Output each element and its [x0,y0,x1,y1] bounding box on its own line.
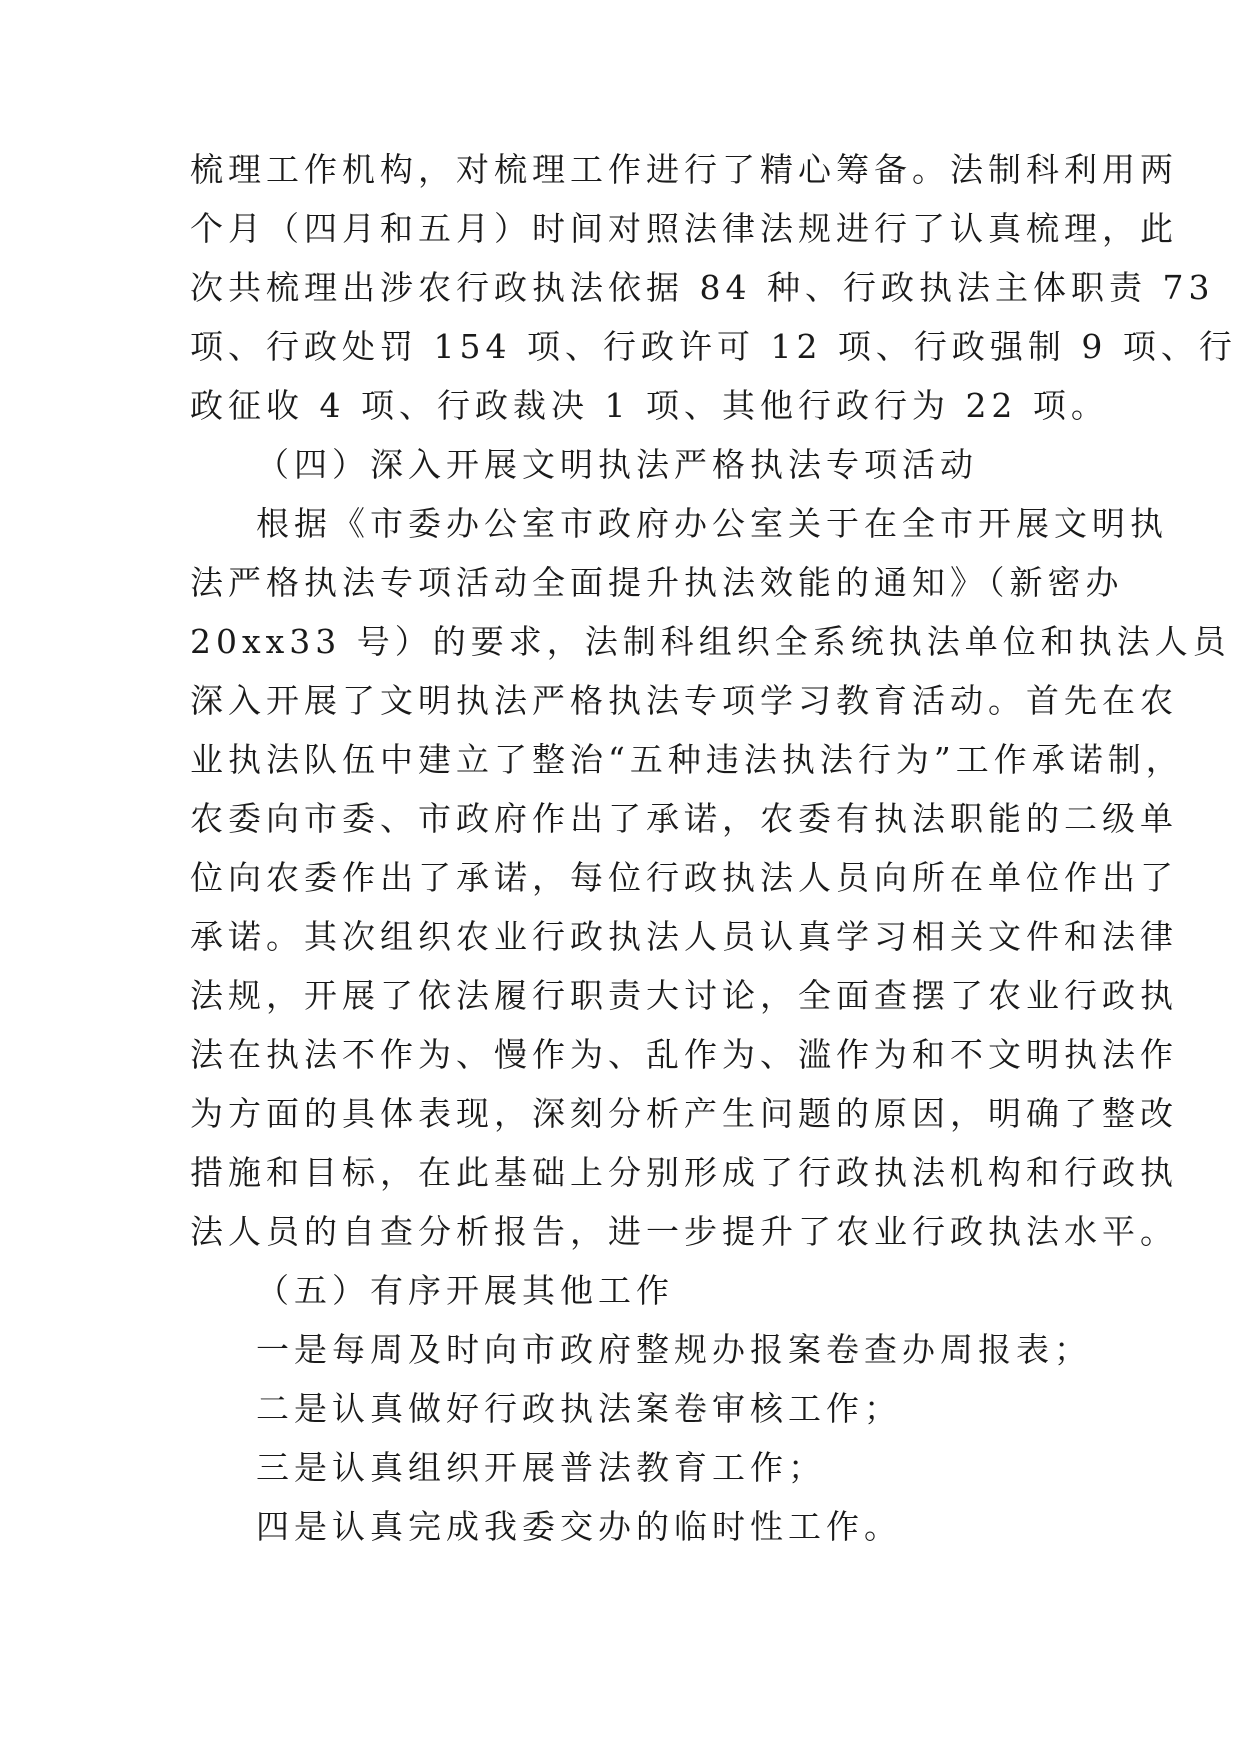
paragraph-line: 业执法队伍中建立了整治“五种违法执法行为”工作承诺制， [190,740,1184,779]
paragraph-line: 次共梳理出涉农行政执法依据 84 种、行政执法主体职责 73 [190,268,1215,307]
paragraph-line: 深入开展了文明执法严格执法专项学习教育活动。首先在农 [190,681,1178,720]
section-heading: （四）深入开展文明执法严格执法专项活动 [256,445,978,484]
list-item: 二是认真做好行政执法案卷审核工作； [256,1389,902,1428]
paragraph-line: 个月（四月和五月）时间对照法律法规进行了认真梳理，此 [190,209,1178,248]
paragraph-line: 法规，开展了依法履行职责大讨论，全面查摆了农业行政执 [190,976,1178,1015]
paragraph-line: 为方面的具体表现，深刻分析产生问题的原因，明确了整改 [190,1094,1178,1133]
paragraph-line: 根据《市委办公室市政府办公室关于在全市开展文明执 [256,504,1168,543]
list-item: 三是认真组织开展普法教育工作； [256,1448,826,1487]
paragraph-line: 位向农委作出了承诺，每位行政执法人员向所在单位作出了 [190,858,1178,897]
paragraph-line: 措施和目标，在此基础上分别形成了行政执法机构和行政执 [190,1153,1178,1192]
paragraph-line: 梳理工作机构，对梳理工作进行了精心筹备。法制科利用两 [190,150,1178,189]
list-item: 一是每周及时向市政府整规办报案卷查办周报表； [256,1330,1092,1369]
paragraph-line: 法严格执法专项活动全面提升执法效能的通知》（新密办 [190,563,1124,602]
paragraph-line: 法在执法不作为、慢作为、乱作为、滥作为和不文明执法作 [190,1035,1178,1074]
list-item: 四是认真完成我委交办的临时性工作。 [256,1507,902,1546]
paragraph-line: 法人员的自查分析报告，进一步提升了农业行政执法水平。 [190,1212,1178,1251]
paragraph-line: 承诺。其次组织农业行政执法人员认真学习相关文件和法律 [190,917,1178,956]
paragraph-line: 项、行政处罚 154 项、行政许可 12 项、行政强制 9 项、行 [190,327,1237,366]
section-heading: （五）有序开展其他工作 [256,1271,674,1310]
paragraph-line: 20xx33 号）的要求，法制科组织全系统执法单位和执法人员 [190,622,1231,661]
paragraph-line: 政征收 4 项、行政裁决 1 项、其他行政行为 22 项。 [190,386,1109,425]
paragraph-line: 农委向市委、市政府作出了承诺，农委有执法职能的二级单 [190,799,1178,838]
